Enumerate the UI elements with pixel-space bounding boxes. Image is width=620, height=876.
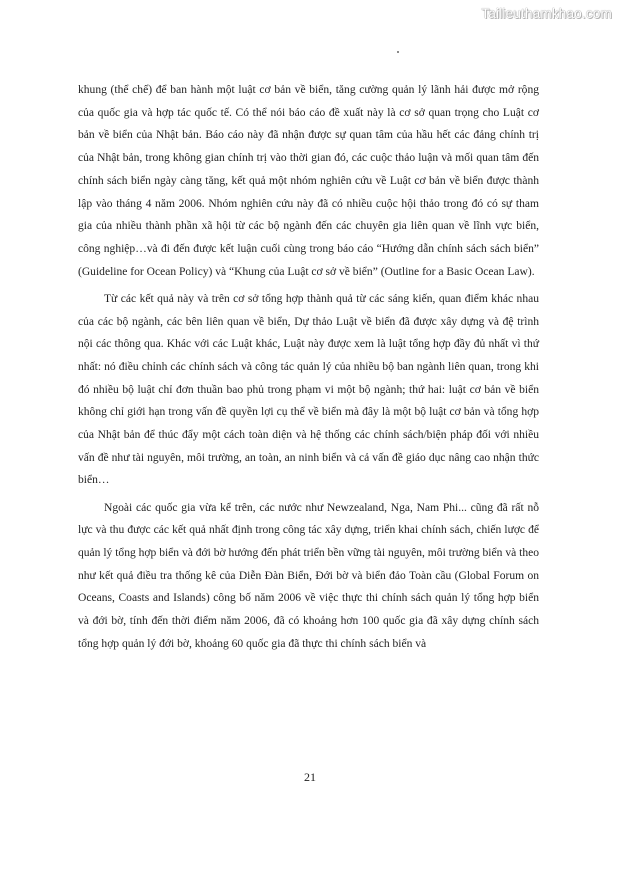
paragraph-continuation: khung (thể chế) để ban hành một luật cơ bản về biển, tăng cường quản lý lãnh hải được mở rộng của quốc gia và hợp tác quốc tế. Có thể nói báo cáo đề xuất này là cơ sở quan trọng cho Luật cơ bản về biển của Nhật bản. Báo cáo này đã nhận được sự quan tâm của hầu hết các đảng chính trị của Nhật bản, trong không gian chính trị vào thời gian đó, các cuộc thảo luận và mối quan tâm đến chính sách biển ngày càng tăng, kết quả một nhóm nghiên cứu về Luật cơ bản về biển được thành lập vào tháng 4 năm 2006. Nhóm nghiên cứu này đã có nhiều cuộc hội thảo trong đó có sự tham gia của nhiều thành phần xã hội từ các bộ ngành đến các chuyên gia liên quan về lĩnh vực biển, công nghiệp…và đi đến được kết luận cuối cùng trong báo cáo “Hướng dẫn chính sách sách biển” (Guideline for Ocean Policy) và “Khung của Luật cơ sở về biển” (Outline for a Basic Ocean Law). xyxy=(78,84,539,278)
page-number: 21 xyxy=(304,770,316,784)
paragraph-other-countries: Ngoài các quốc gia vừa kể trên, các nước như Newzealand, Nga, Nam Phi... cũng đã rất nỗ lực và thu được các kết quả nhất định trong công tác xây dựng, triển khai chính sách, chiến lược để quản lý tổng hợp biển và đới bờ hướng đến phát triển bền vững tài nguyên, môi trường biển và theo như kết quả điều tra thống kê của Diễn Đàn Biển, Đới bờ và biển đảo Toàn cầu (Global Forum on Oceans, Coasts and Islands) công bố năm 2006 về việc thực thi chính sách quản lý tổng hợp biển và đới bờ, tính đến thời điểm năm 2006, đã có khoảng hơn 100 quốc gia đã xây dựng chính sách tổng hợp quản lý đới bờ, khoảng 60 quốc gia đã thực thi chính sách biển và xyxy=(78,501,539,650)
speck-mark xyxy=(397,51,399,53)
watermark-text: Tailieuthamkhao.com xyxy=(481,6,612,21)
document-body xyxy=(78,79,539,656)
paragraph-draft-law: Từ các kết quả này và trên cơ sở tổng hợp thành quả từ các sáng kiến, quan điểm khác nhau của các bộ ngành, các bên liên quan về biển, Dự thảo Luật về biển đã được xây dựng và đệ trình nội các thông qua. Khác với các Luật khác, Luật này được xem là luật tổng hợp đầy đủ nhất vì thứ nhất: nó điều chỉnh các chính sách và công tác quản lý của nhiều bộ ban ngành liên quan, trong khi đó nhiều bộ luật chỉ đơn thuần bao phủ trong phạm vi một bộ ngành; thứ hai: luật cơ bản về biển không chỉ giới hạn trong vấn đề quyền lợi cụ thể về biển mà đây là một bộ luật cơ bản và tổng hợp của Nhật bản để thúc đẩy một cách toàn diện và hệ thống các chính sách/biện pháp đối với nhiều vấn đề như tài nguyên, môi trường, an toàn, an ninh biển và cả vấn đề giáo dục nâng cao nhận thức biển… xyxy=(78,292,539,487)
